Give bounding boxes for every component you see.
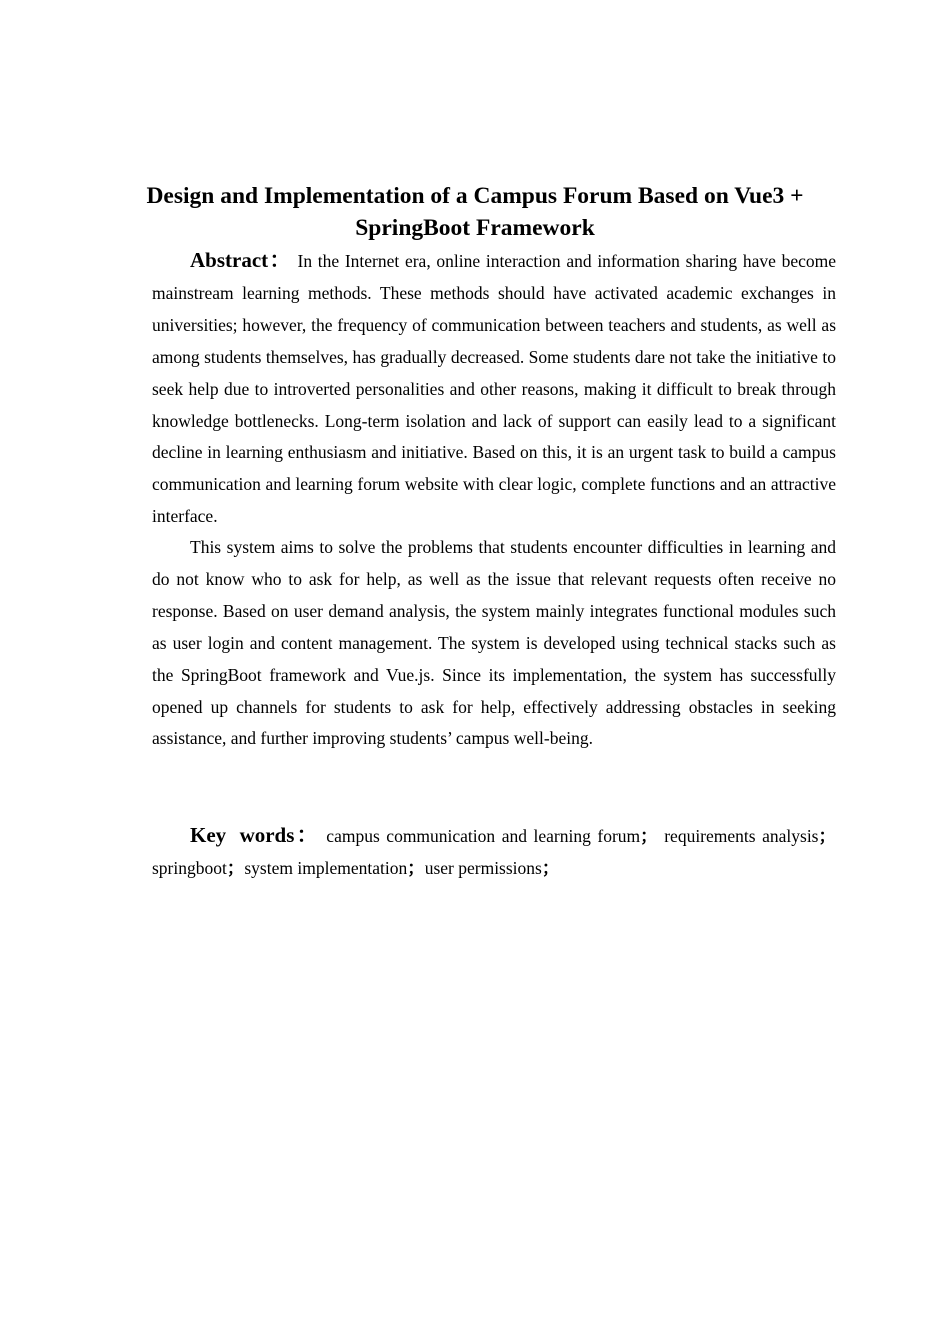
system-paragraph: This system aims to solve the problems that students encounter difficulties in learning and do not know who to ask for help, as well as the issue that relevant requests often receive no response. Based on user demand analysis, the system mainly integrates functional modules such as user login and content management. The system is developed using technical stacks such as the SpringBoot framework and Vue.js. Since its implementation, the system has successfully opened up channels for students to ask for help, effectively addressing obstacles in seeking assistance, and further improving students’ campus well-being. (152, 537, 836, 749)
keyword-item: system implementation (244, 857, 408, 878)
keyword-separator: ； (541, 857, 560, 878)
paper-title-line-2: SpringBoot Framework (355, 215, 595, 241)
keywords-label: Key words： (190, 823, 320, 847)
keyword-separator: ； (407, 857, 425, 878)
keyword-separator: ； (640, 826, 658, 846)
keyword-item: springboot (152, 857, 227, 878)
paper-title-line-1: Design and Implementation of a Campus Forum Based on Vue3 + (146, 183, 804, 209)
keyword-separator: ； (818, 826, 836, 846)
keywords-paragraph (152, 820, 836, 885)
keyword-item: requirements analysis (664, 826, 819, 846)
keyword-separator: ； (226, 857, 245, 878)
keyword-item: user permissions (424, 857, 542, 878)
keyword-item: campus communication and learning forum (326, 826, 641, 846)
abstract-paragraph (152, 245, 836, 533)
abstract-text: In the Internet era, online interaction and information sharing have become mainstream learning methods. These methods should have activated academic exchanges in universities; however, the frequency of communication between teachers and students, as well as among students themselves, has gradually decreased. Some students dare not take the initiative to seek help due to introverted personalities and other reasons, making it difficult to break through knowledge bottlenecks. Long-term isolation and lack of support can easily lead to a significant decline in learning enthusiasm and initiative. Based on this, it is an urgent task to build a campus communication and learning forum website with clear logic, complete functions and an attractive interface. (152, 251, 836, 527)
paper-title (100, 180, 850, 244)
abstract-label: Abstract： (190, 248, 292, 272)
